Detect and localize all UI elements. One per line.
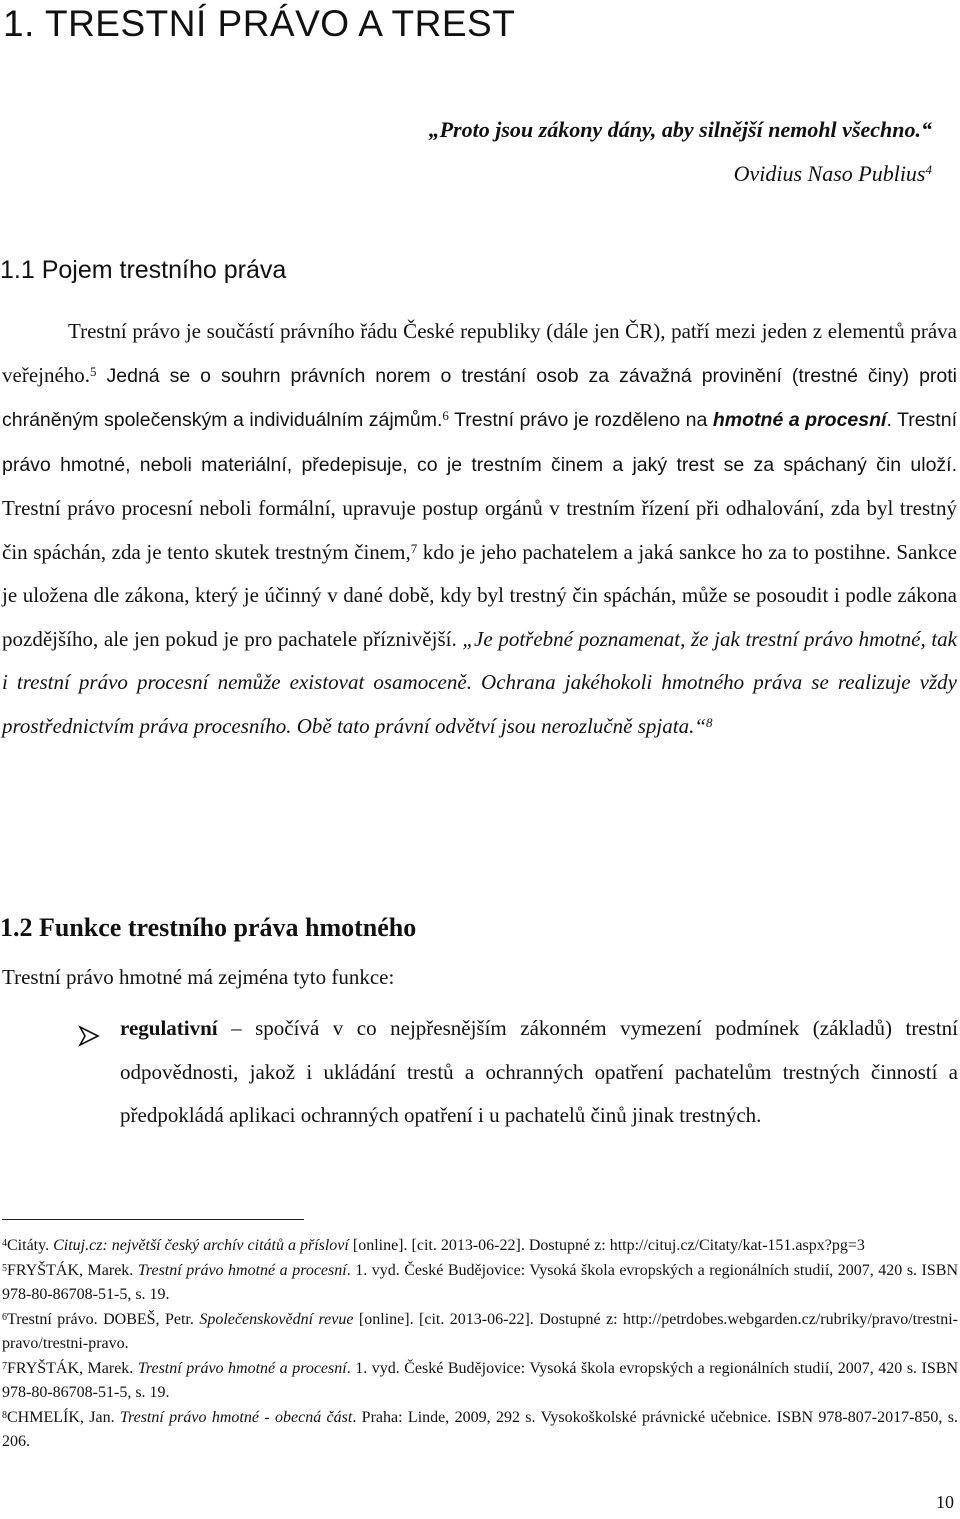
page-number: 10 [936, 1492, 954, 1512]
footnote-text: Společenskovědní revue [199, 1310, 354, 1328]
function-term: regulativní [120, 1016, 218, 1040]
footnote-text: Trestní právo hmotné - obecná část [119, 1408, 353, 1426]
para-text-f: kdo je jeho pachatelem a jaká sankce ho za to postihne. Sankce je uložena dle zákona, který je účinný v dané době, kdy byl trestný čin spáchán, může se posoudit i podle zákona pozdějšího, ale jen pokud je pro pachatele příznivější. [2, 539, 957, 651]
footnotes [2, 1234, 958, 1455]
para-text-b: Jedná se o souhrn právních norem o trestání osob za závažná provinění (trestné činy) proti chráněným společenským a individuálním zájmům. [2, 364, 957, 431]
footnote-number: 5 [2, 1262, 7, 1274]
footnote-text: Trestní právo hmotné a procesní [137, 1359, 347, 1377]
footnote-number: 6 [2, 1311, 7, 1323]
section-heading-1-1: 1.1 Pojem trestního práva [0, 256, 287, 284]
footnote-text: Citáty. [7, 1237, 54, 1254]
footnote-7 [2, 1357, 958, 1406]
footnote-ref-5: 5 [90, 363, 97, 379]
footnote-ref-6: 6 [442, 408, 449, 423]
footnote-ref-8: 8 [706, 714, 713, 730]
footnote-text: [online]. [cit. 2013-06-22]. Dostupné z: http://petrdobes.webgarden.cz/rubriky/pravo/trestni-pravo/trestni-pravo. [2, 1310, 959, 1352]
para-text-c: Trestní právo je rozděleno na [448, 409, 713, 431]
footnote-ref-4: 4 [925, 162, 932, 177]
footnote-text: . 1. vyd. České Budějovice: Vysoká škola evropských a regionálních studií, 2007, 420 s. ISBN 978-80-86708-51-5, s. 19. [2, 1261, 959, 1303]
footnote-number: 7 [2, 1360, 7, 1372]
footnote-number: 8 [2, 1409, 7, 1421]
footnote-text: [online]. [cit. 2013-06-22]. Dostupné z: http://cituj.cz/Citaty/kat-151.aspx?pg=3 [348, 1237, 865, 1254]
motto-quote: „Proto jsou zákony dány, aby silnější nemohl všechno.“ [428, 117, 932, 142]
footnote-text: Trestní právo. DOBEŠ, Petr. [7, 1310, 200, 1328]
section-1-1-paragraph [2, 310, 957, 748]
para-quote: „Je potřebné poznamenat, že jak trestní právo hmotné, tak i trestní právo procesní nemůže existovat osamoceně. Ochrana jakéhokoli hmotného práva se realizuje vždy prostřednictvím práva procesního. Obě tato právní odvětví jsou nerozlučně spjata.“ [2, 626, 957, 738]
footnote-text: . 1. vyd. České Budějovice: Vysoká škola evropských a regionálních studií, 2007, 420 s. ISBN 978-80-86708-51-5, s. 19. [2, 1359, 959, 1401]
footnote-text: Trestní právo hmotné a procesní [137, 1261, 347, 1279]
para-emphasis: hmotné a procesní [712, 409, 887, 431]
section-1-2-intro: Trestní právo hmotné má zejména tyto funkce: [2, 965, 395, 989]
motto-author-name: Ovidius Naso Publius [733, 161, 926, 186]
function-description [120, 1007, 958, 1138]
function-text: – spočívá v co nejpřesnějším zákonném vymezení podmínek (základů) trestní odpovědnosti, jakož i ukládání trestů a ochranných opatření pachatelům trestných činností a předpokládá aplikaci ochranných opatření i u pachatelů činů jinak trestných. [120, 1016, 958, 1127]
arrow-bullet-icon [78, 1025, 100, 1047]
footnote-text: FRYŠTÁK, Marek. [7, 1359, 138, 1377]
motto-author [734, 160, 932, 188]
section-heading-1-2: 1.2 Funkce trestního práva hmotného [0, 913, 417, 942]
para-text-d: . Trestní právo hmotné, neboli materiální, předepisuje, co je trestním činem a jaký trest se za spáchaný čin uloží. [2, 409, 957, 476]
para-text-a: Trestní právo je součástí právního řádu České republiky (dále jen ČR), patří mezi jeden z elementů práva veřejného. [2, 319, 957, 387]
footnote-5 [2, 1259, 958, 1308]
footnote-text: Cituj.cz: největší český archív citátů a přísloví [53, 1237, 349, 1254]
footnote-number: 4 [2, 1238, 7, 1249]
footnote-separator [2, 1219, 304, 1220]
footnote-text: . Praha: Linde, 2009, 292 s. Vysokoškolské právnické učebnice. ISBN 978-807-2017-850, s. 206. [2, 1408, 958, 1450]
footnote-4 [2, 1234, 958, 1259]
footnote-text: CHMELÍK, Jan. [7, 1408, 120, 1426]
footnote-8 [2, 1406, 958, 1455]
footnote-6 [2, 1308, 958, 1357]
para-text-e: Trestní právo procesní neboli formální, upravuje postup orgánů v trestním řízení při odhalování, zda byl trestný čin spáchán, zda je tento skutek trestným činem, [2, 496, 957, 564]
footnote-text: FRYŠTÁK, Marek. [7, 1261, 138, 1279]
footnote-ref-7: 7 [410, 540, 418, 556]
chapter-title: 1. TRESTNÍ PRÁVO A TREST [3, 3, 516, 44]
